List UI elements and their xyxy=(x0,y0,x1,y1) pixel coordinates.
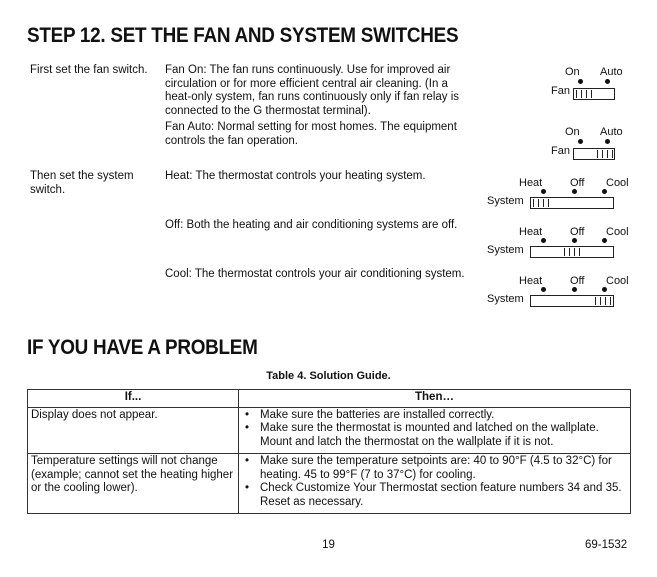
system-cool-dot xyxy=(602,238,607,243)
table-title: Table 4. Solution Guide. xyxy=(266,370,391,382)
table-cell-then xyxy=(239,454,631,514)
system-heat-dot xyxy=(541,189,546,194)
solution-item: • Check Customize Your Thermostat section feature numbers 34 and 35. Reset as necessary. xyxy=(260,482,627,509)
table-row xyxy=(28,454,631,514)
system-cool-position-label: Cool xyxy=(606,275,629,287)
fan-auto-position-label: Auto xyxy=(600,66,623,78)
problem-heading: IF YOU HAVE A PROBLEM xyxy=(27,336,258,359)
system-switch-knob xyxy=(564,248,580,256)
solution-item: • Make sure the thermostat is mounted and latched on the wallplate. Mount and latch the thermostat on the wallplate if it is not. xyxy=(260,422,627,449)
system-off-position-label: Off xyxy=(570,275,585,287)
system-off-dot xyxy=(572,189,577,194)
system-cool-position-label: Cool xyxy=(606,226,629,238)
system-switch-label: System xyxy=(487,195,524,207)
fan-auto-dot xyxy=(605,79,610,84)
system-off-position-label: Off xyxy=(570,177,585,189)
fan-on-dot xyxy=(578,139,583,144)
system-switch-knob xyxy=(533,199,549,207)
table-row xyxy=(28,407,631,454)
fan-switch-diagram-on xyxy=(545,66,630,106)
system-heat-dot xyxy=(541,238,546,243)
system-heat-position-label: Heat xyxy=(519,226,543,238)
fan-intro: First set the fan switch. xyxy=(30,64,148,76)
fan-auto-text: Fan Auto: Normal setting for most homes. The equipment controls the fan operation. xyxy=(165,121,457,147)
step-heading: STEP 12. SET THE FAN AND SYSTEM SWITCHES xyxy=(27,24,459,47)
fan-on-position-label: On xyxy=(565,66,580,78)
page-number: 19 xyxy=(322,539,335,551)
table-cell-then xyxy=(239,407,631,454)
solution-list xyxy=(242,455,627,509)
system-heat-position-label: Heat xyxy=(519,275,543,287)
fan-switch-track xyxy=(573,148,615,160)
system-heat-text: Heat: The thermostat controls your heating system. xyxy=(165,170,426,182)
solution-list xyxy=(242,409,627,450)
fan-on-text: Fan On: The fan runs continuously. Use for improved air circulation or for more efficient central air cleaning. (In a heat-only system, fan runs continuously only if fan relay is connected to the G thermostat terminal). xyxy=(165,64,460,117)
fan-switch-label: Fan xyxy=(551,145,570,157)
system-switch-track xyxy=(530,197,614,209)
system-switch-label: System xyxy=(487,293,524,305)
fan-auto-dot xyxy=(605,139,610,144)
document-number: 69-1532 xyxy=(585,539,628,551)
fan-switch-knob xyxy=(597,150,613,158)
column-header-then: Then… xyxy=(239,390,631,408)
table-cell-if: Temperature settings will not change (example; cannot set the heating higher or the cooling lower). xyxy=(28,454,239,514)
system-cool-dot xyxy=(602,189,607,194)
fan-on-dot xyxy=(578,79,583,84)
solution-item: • Make sure the batteries are installed correctly. xyxy=(260,409,627,423)
fan-auto-position-label: Auto xyxy=(600,126,623,138)
table-cell-if: Display does not appear. xyxy=(28,407,239,454)
system-switch-track xyxy=(530,295,614,307)
system-off-text: Off: Both the heating and air conditioning systems are off. xyxy=(165,219,458,231)
system-heat-dot xyxy=(541,287,546,292)
system-off-position-label: Off xyxy=(570,226,585,238)
fan-switch-label: Fan xyxy=(551,85,570,97)
system-switch-track xyxy=(530,246,614,258)
fan-switch-diagram-auto xyxy=(545,126,630,166)
system-switch-diagram-heat xyxy=(486,177,636,217)
system-heat-position-label: Heat xyxy=(519,177,543,189)
fan-on-position-label: On xyxy=(565,126,580,138)
system-switch-knob xyxy=(595,297,611,305)
system-off-dot xyxy=(572,287,577,292)
solution-item: • Make sure the temperature setpoints are: 40 to 90°F (4.5 to 32°C) for heating. 45 to 99°F (7 to 37°C) for cooling. xyxy=(260,455,627,482)
fan-switch-track xyxy=(573,88,615,100)
table-header-row xyxy=(28,390,631,408)
system-intro: Then set the system switch. xyxy=(30,170,134,196)
fan-switch-knob xyxy=(576,90,592,98)
column-header-if: If... xyxy=(28,390,239,408)
system-cool-dot xyxy=(602,287,607,292)
system-switch-label: System xyxy=(487,244,524,256)
solution-guide-table xyxy=(27,389,631,514)
system-switch-diagram-cool xyxy=(486,275,636,315)
system-switch-diagram-off xyxy=(486,226,636,266)
system-cool-position-label: Cool xyxy=(606,177,629,189)
system-off-dot xyxy=(572,238,577,243)
system-cool-text: Cool: The thermostat controls your air conditioning system. xyxy=(165,268,465,280)
